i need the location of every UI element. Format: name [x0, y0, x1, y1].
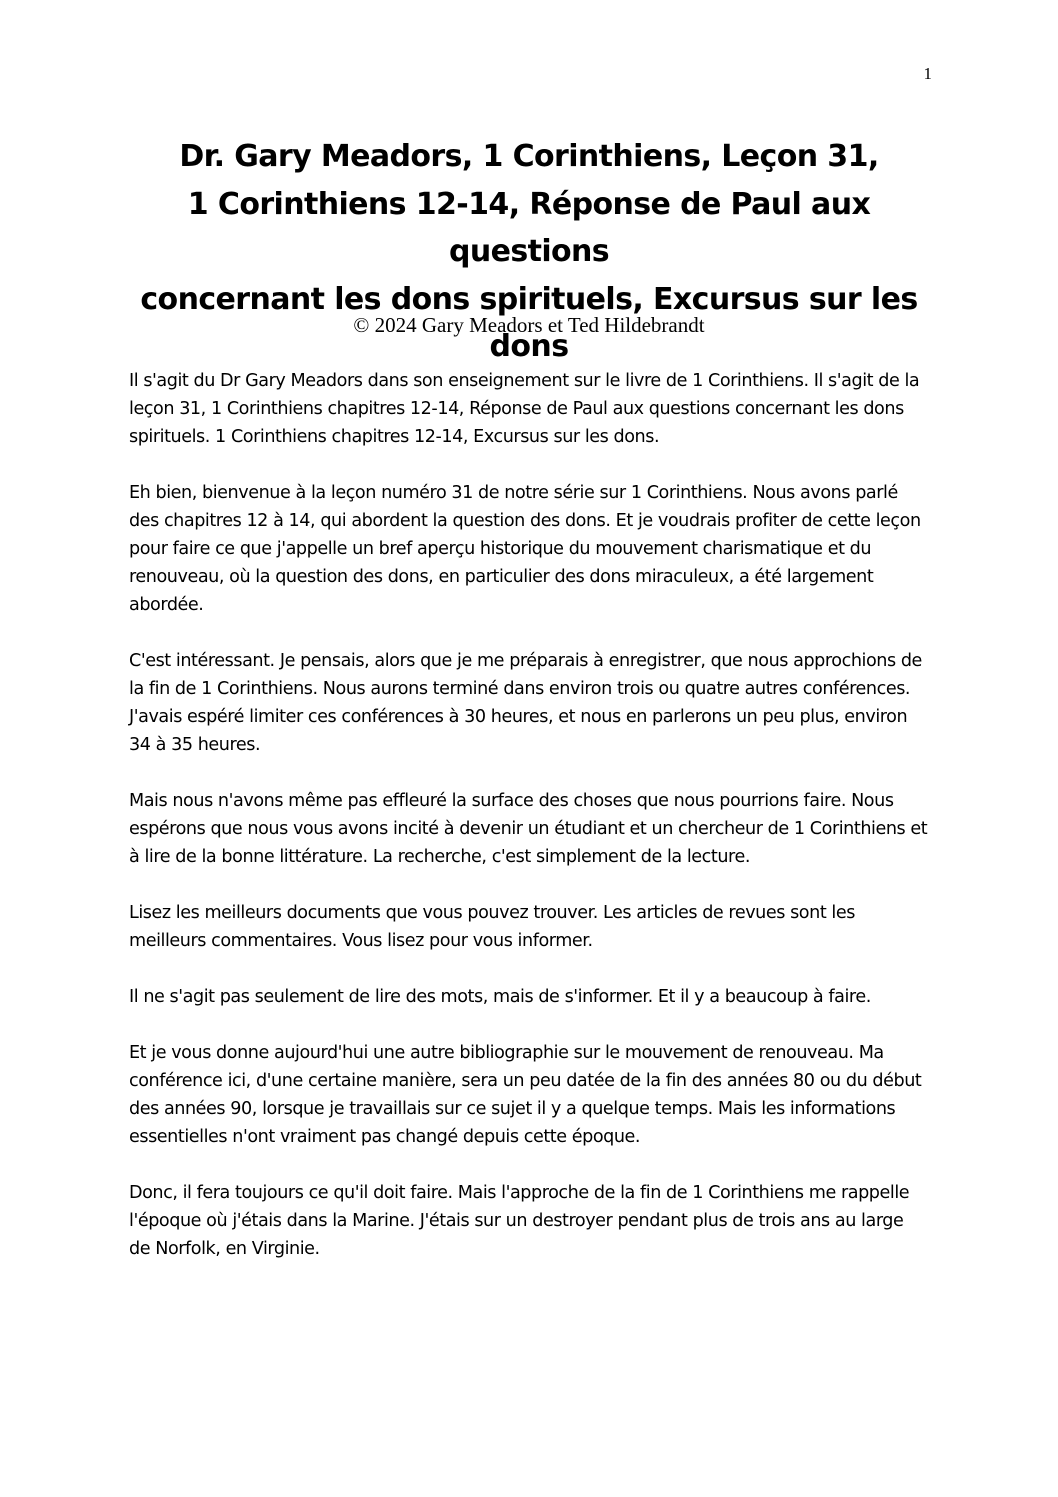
title-line: concernant les dons spirituels, Excursus sur les	[140, 281, 918, 317]
title-line: Dr. Gary Meadors, 1 Corinthiens, Leçon 31,	[179, 139, 879, 174]
copyright-notice: © 2024 Gary Meadors et Ted Hildebrandt	[353, 313, 705, 337]
paragraph: Mais nous n'avons même pas effleuré la surface des choses que nous pourrions faire. Nous espérons que nous vous avons incité à devenir un étudiant et un chercheur de 1 Corinthiens et à lire de la bonne littérature. La recherche, c'est simplement de la lecture.	[129, 791, 928, 867]
paragraph: Donc, il fera toujours ce qu'il doit faire. Mais l'approche de la fin de 1 Corinthiens me rappelle l'époque où j'étais dans la Marine. J'étais sur un destroyer pendant plus de trois ans au large de Norfolk, en Virginie.	[129, 1183, 910, 1259]
page-number: 1	[923, 64, 932, 83]
paragraph: Et je vous donne aujourd'hui une autre bibliographie sur le mouvement de renouveau. Ma conférence ici, d'une certaine manière, sera un peu datée de la fin des années 80 ou du début des années 90, lorsque je travaillais sur ce sujet il y a quelque temps. Mais les informations essentielles n'ont vraiment pas changé depuis cette époque.	[129, 1043, 922, 1147]
paragraph: Il s'agit du Dr Gary Meadors dans son enseignement sur le livre de 1 Corinthiens. Il s'agit de la leçon 31, 1 Corinthiens chapitres 12-14, Réponse de Paul aux questions concernant les dons spirituels. 1 Corinthiens chapitres 12-14, Excursus sur les dons.	[129, 371, 920, 447]
title-line: 1 Corinthiens 12-14, Réponse de Paul aux questions	[187, 186, 871, 269]
document-body	[129, 367, 929, 1291]
paragraph: Eh bien, bienvenue à la leçon numéro 31 de notre série sur 1 Corinthiens. Nous avons parlé des chapitres 12 à 14, qui abordent la question des dons. Et je voudrais profiter de cette leçon pour faire ce que j'appelle un bref aperçu historique du mouvement charismatique et du renouveau, où la question des dons, en particulier des dons miraculeux, a été largement abordée.	[129, 483, 921, 615]
paragraph: Lisez les meilleurs documents que vous pouvez trouver. Les articles de revues sont les meilleurs commentaires. Vous lisez pour vous informer.	[129, 903, 855, 951]
title-line: dons	[489, 329, 569, 364]
paragraph: Il ne s'agit pas seulement de lire des mots, mais de s'informer. Et il y a beaucoup à faire.	[129, 987, 871, 1007]
paragraph: C'est intéressant. Je pensais, alors que je me préparais à enregistrer, que nous approchions de la fin de 1 Corinthiens. Nous aurons terminé dans environ trois ou quatre autres conférences. J'avais espéré limiter ces conférences à 30 heures, et nous en parlerons un peu plus, environ 34 à 35 heures.	[129, 651, 922, 755]
